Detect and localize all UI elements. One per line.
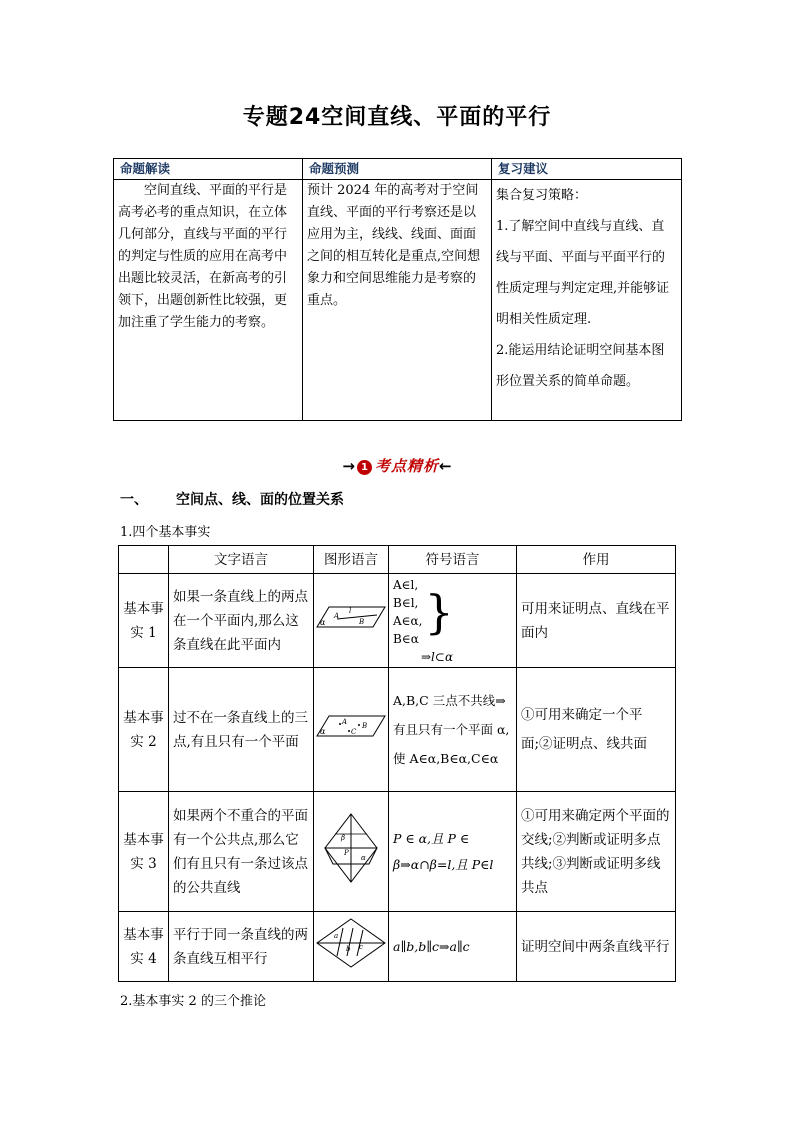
symbol-result: ⇒l⊂α	[421, 649, 454, 664]
header-suggestion: 复习建议	[492, 159, 682, 180]
brace-icon: }	[424, 584, 454, 639]
svg-text:α: α	[361, 853, 366, 862]
facts-header-figure: 图形语言	[314, 546, 389, 574]
svg-text:l: l	[349, 606, 352, 615]
subheading-corollaries: 2.基本事实 2 的三个推论	[120, 994, 266, 1009]
svg-text:α: α	[320, 726, 326, 736]
suggestion-line: 集合复习策略：	[496, 188, 588, 203]
page-title: 专题24空间直线、平面的平行	[242, 105, 552, 130]
suggestion-line: 1.了解空间中直线与直线、直线与平面、平面与平面平行的性质定理与判定定理,并能够证明相关性质定理.	[496, 219, 670, 327]
fact-symbol: a∥b,b∥c⇒a∥c	[389, 912, 517, 982]
intro-table	[113, 158, 682, 421]
fact-name: 基本事实 3	[119, 792, 169, 912]
svg-text:b: b	[346, 944, 351, 953]
fact-symbol: A,B,C 三点不共线⇒有且只有一个平面 α,使 A∈α,B∈α,C∈α	[389, 668, 517, 792]
symbol-line: B∈α	[393, 631, 419, 646]
number-badge: 1	[357, 460, 372, 475]
fact-figure	[314, 574, 389, 668]
suggestion-line: 2.能运用结论证明空间基本图形位置关系的简单命题。	[496, 343, 665, 389]
fact-use: 可用来证明点、直线在平面内	[517, 574, 676, 668]
prediction-text: 预计 2024 年的高考对于空间直线、平面的平行考察还是以应用为主，线线、线面、面面之间的相互转化是重点,空间想象力和空间思维能力是考察的重点。	[303, 180, 492, 421]
svg-text:α: α	[320, 617, 326, 627]
arrow-right-icon: →	[342, 457, 355, 475]
facts-header-symbol: 符号语言	[389, 546, 517, 574]
fact-text: 平行于同一条直线的两条直线互相平行	[169, 912, 314, 982]
symbol-line: A∈l,	[393, 577, 419, 592]
fact-text: 如果两个不重合的平面有一个公共点,那么它们有且只有一条过该点的公共直线	[169, 792, 314, 912]
fact-use: ①可用来确定一个平面;②证明点、线共面	[517, 668, 676, 792]
svg-text:B: B	[359, 617, 365, 626]
fact-figure	[314, 912, 389, 982]
symbol-line: B∈l,	[393, 595, 419, 610]
fact-figure	[314, 668, 389, 792]
fact-use: 证明空间中两条直线平行	[517, 912, 676, 982]
facts-header-use: 作用	[517, 546, 676, 574]
svg-text:c: c	[359, 942, 363, 951]
svg-text:P: P	[344, 848, 349, 857]
kaodian-label: 考点精析	[374, 457, 439, 475]
parallel-lines-figure	[315, 916, 387, 970]
svg-text:a: a	[334, 931, 339, 940]
header-interpretation: 命题解读	[114, 159, 303, 180]
arrow-left-icon: ←	[439, 457, 452, 475]
header-prediction: 命题预测	[303, 159, 492, 180]
plane-line-figure	[315, 597, 387, 637]
facts-header-text: 文字语言	[169, 546, 314, 574]
kaodian-heading	[0, 455, 794, 476]
facts-table	[118, 545, 676, 982]
fact-symbol: P ∈ α,且 P ∈ β⇒α∩β=l,且 P∈l	[389, 792, 517, 912]
subheading-four-facts: 1.四个基本事实	[120, 525, 211, 540]
interpretation-text: 空间直线、平面的平行是高考必考的重点知识，在立体几何部分，直线与平面的平行的判定与性质的应用在高考中出题比较灵活，在新高考的引领下，出题创新性比较强，更加注重了学生能力的考察。	[114, 180, 303, 421]
facts-header-blank	[119, 546, 169, 574]
plane-points-figure	[315, 708, 387, 744]
suggestion-text	[492, 180, 682, 421]
fact-use: ①可用来确定两个平面的交线;②判断或证明多点共线;③判断或证明多线共点	[517, 792, 676, 912]
svg-text:C: C	[351, 727, 357, 736]
fact-name: 基本事实 4	[119, 912, 169, 982]
fact-name: 基本事实 1	[119, 574, 169, 668]
section-title: 空间点、线、面的位置关系	[176, 492, 344, 508]
fact-figure	[314, 792, 389, 912]
fact-symbol	[389, 574, 517, 668]
fact-text: 如果一条直线上的两点在一个平面内,那么这条直线在此平面内	[169, 574, 314, 668]
svg-text:B: B	[362, 721, 368, 730]
svg-text:β: β	[341, 833, 346, 842]
fact-name: 基本事实 2	[119, 668, 169, 792]
symbol-line: A∈α,	[393, 613, 423, 628]
section-heading	[120, 489, 344, 509]
svg-text:A: A	[342, 717, 348, 726]
svg-text:A: A	[334, 611, 340, 620]
fact-text: 过不在一条直线上的三点,有且只有一个平面	[169, 668, 314, 792]
section-number: 一、	[120, 492, 148, 508]
intersecting-planes-figure	[321, 810, 381, 886]
